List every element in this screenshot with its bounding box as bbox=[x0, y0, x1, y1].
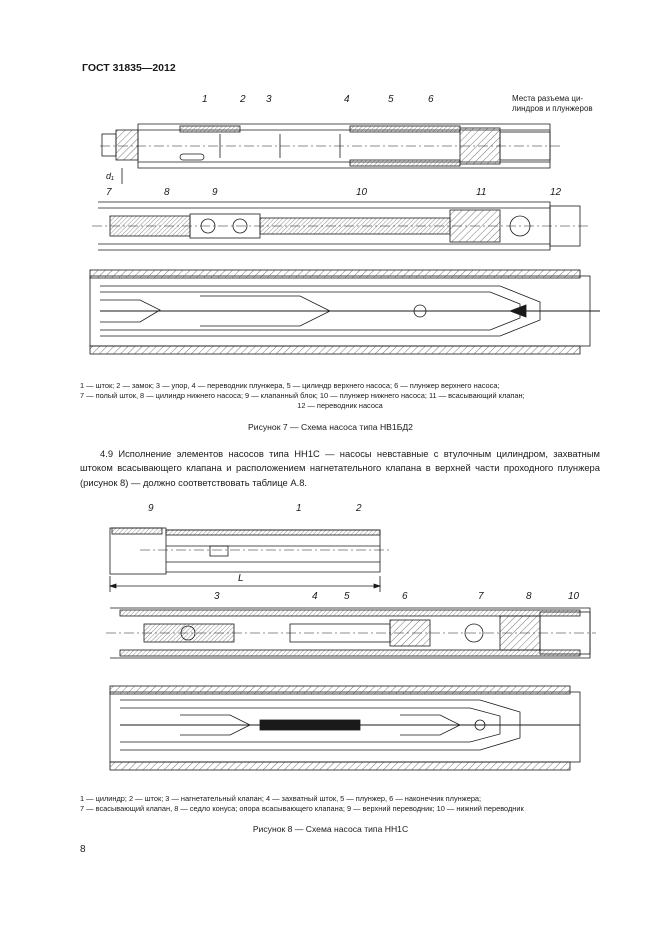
callout-7: 7 bbox=[478, 591, 484, 602]
legend-line: 1 — цилиндр; 2 — шток; 3 — нагнетательный клапан; 4 — захватный шток, 5 — плунжер, 6 — наконечник плунжера; bbox=[80, 794, 482, 803]
figure-8-drawing bbox=[80, 500, 600, 800]
figure-7 bbox=[80, 90, 600, 365]
callout-2: 2 bbox=[356, 503, 362, 514]
callout-5: 5 bbox=[344, 591, 350, 602]
callout-8: 8 bbox=[526, 591, 532, 602]
note-line-1: Места разъема ци- bbox=[512, 94, 584, 103]
callout-2: 2 bbox=[240, 94, 246, 105]
callout-3: 3 bbox=[266, 94, 272, 105]
callout-10: 10 bbox=[356, 187, 368, 198]
callout-10: 10 bbox=[568, 591, 580, 602]
figure-7-caption: Рисунок 7 — Схема насоса типа НВ1БД2 bbox=[248, 422, 413, 432]
callout-6: 6 bbox=[428, 94, 434, 105]
page-header-standard: ГОСТ 31835—2012 bbox=[82, 62, 176, 74]
dimension-L: L bbox=[238, 573, 244, 584]
paragraph-4-9: 4.9 Исполнение элементов насосов типа НН1С — насосы невставные с втулочным цилиндром, захватным штоком всасывающего клапана и расположением нагнетательного клапана в верхней части проходного плунжера (рисунок 8) — должно соответствовать таблице А.8. bbox=[80, 448, 600, 488]
callout-8: 8 bbox=[164, 187, 170, 198]
callout-9: 9 bbox=[212, 187, 218, 198]
legend-line: 7 — всасывающий клапан, 8 — седло конуса; опора всасывающего клапана; 9 — верхний переводник; 10 — нижний переводник bbox=[80, 804, 524, 814]
callout-3: 3 bbox=[214, 591, 220, 602]
callout-7: 7 bbox=[106, 187, 112, 198]
legend-line: 1 — шток; 2 — замок; 3 — упор, 4 — переводник плунжера, 5 — цилиндр верхнего насоса; 6 — плунжер верхнего насоса; bbox=[80, 381, 500, 390]
legend-line: 12 — переводник насоса bbox=[297, 401, 383, 411]
callout-4: 4 bbox=[312, 591, 318, 602]
page-number: 8 bbox=[80, 844, 86, 855]
dimension-d1: d₁ bbox=[106, 171, 114, 181]
callout-12: 12 bbox=[550, 187, 562, 198]
figure-7-drawing bbox=[80, 90, 600, 365]
note-line-2: линдров и плунжеров bbox=[512, 104, 593, 113]
callout-1: 1 bbox=[202, 94, 208, 105]
figure-8 bbox=[80, 500, 600, 800]
callout-5: 5 bbox=[388, 94, 394, 105]
callout-6: 6 bbox=[402, 591, 408, 602]
callout-1: 1 bbox=[296, 503, 302, 514]
figure-8-caption: Рисунок 8 — Схема насоса типа НН1С bbox=[252, 824, 409, 834]
section-4-9 bbox=[80, 447, 600, 490]
legend-line: 7 — полый шток, 8 — цилиндр нижнего насоса; 9 — клапанный блок; 10 — плунжер нижнего насоса; 11 — всасывающий клапан; bbox=[80, 391, 525, 401]
figure-8-legend bbox=[80, 794, 600, 814]
figure-7-legend bbox=[80, 381, 600, 412]
callout-11: 11 bbox=[476, 187, 487, 198]
callout-9: 9 bbox=[148, 503, 154, 514]
callout-4: 4 bbox=[344, 94, 350, 105]
